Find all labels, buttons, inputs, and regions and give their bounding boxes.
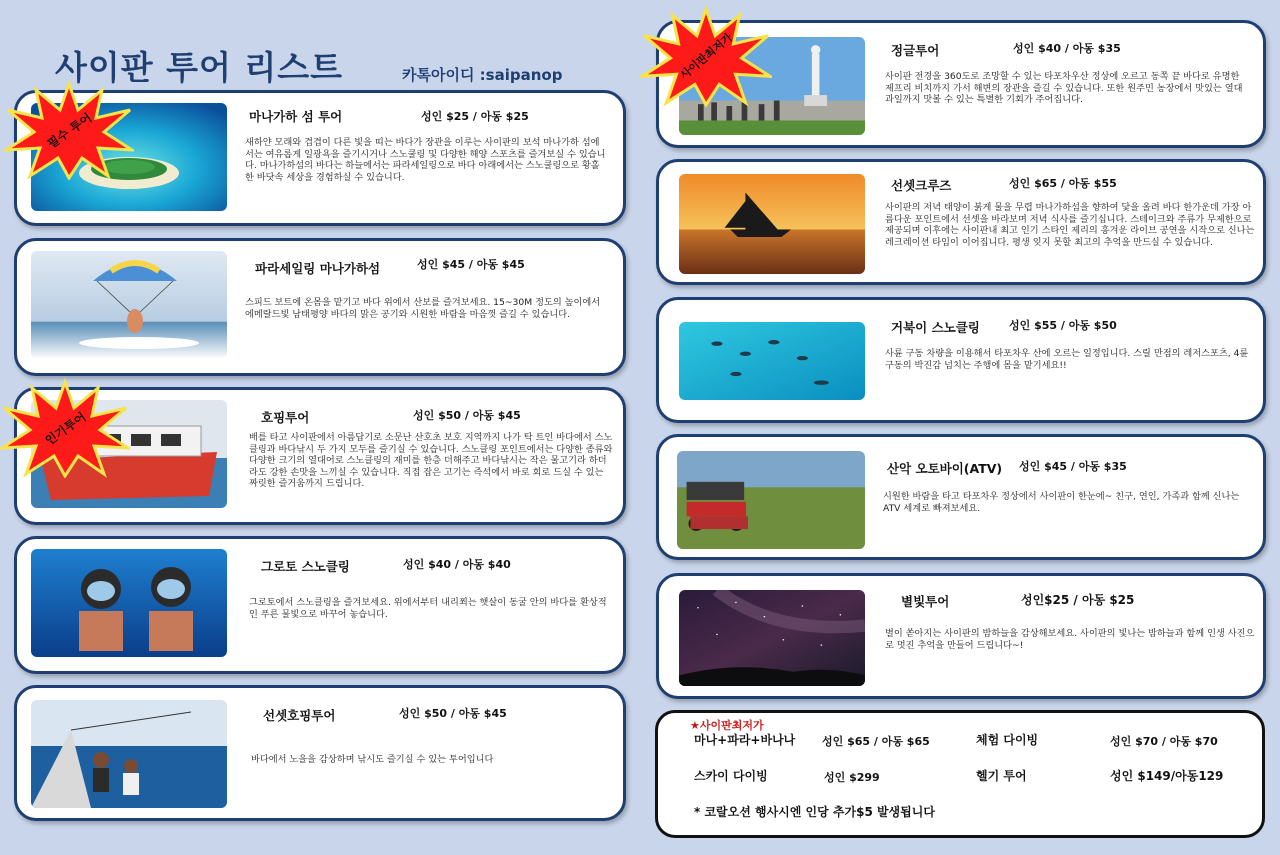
tour-card-stars[interactable] <box>656 573 1266 699</box>
grotto-snorkel-photo <box>31 549 227 657</box>
tour-description: 바다에서 노을을 감상하며 낚시도 즐기실 수 있는 투어입니다 <box>251 754 494 765</box>
tour-price: 성인 $40 / 아동 $40 <box>403 558 511 571</box>
starry-sky-photo <box>679 590 865 686</box>
tour-description: 배를 타고 사이판에서 아름답기로 소문난 산호초 보호 지역까지 나가 탁 트인 바다에서 스노클링과 바다낚시 두 가지 모두를 즐기실 수 있습니다. 스노클링 포인트에서는 다양한 종류와 다양한 크기의 열대어로 스노클링의 재미를 한층 더해주고 바다낚시는 작은 물고기라 하더라도 강한 손맛을 느끼실 수 있습니다. 직접 잡은 고기는 즉석에서 바로 회로 드실 수 있는 짜릿한 즐거움까지 드립니다. <box>249 432 613 490</box>
tour-card-turtle[interactable] <box>656 297 1266 423</box>
burst-label: 사이판최저가 <box>677 30 735 82</box>
tour-description: 시원한 바람을 타고 타포차우 정상에서 사이판이 한눈에~ 친구, 연인, 가족과 함께 신나는 ATV 세계로 빠져보세요. <box>883 491 1240 514</box>
tour-name: 호핑투어 <box>261 410 310 425</box>
must-tour-burst <box>4 80 134 180</box>
tour-name: 선셋호핑투어 <box>263 708 336 723</box>
summary-item-price: 성인 $70 / 아동 $70 <box>1110 735 1218 748</box>
summary-item-name: 헬기 투어 <box>976 769 1027 783</box>
tour-price: 성인 $25 / 아동 $25 <box>421 110 529 123</box>
tour-price: 성인 $50 / 아동 $45 <box>413 409 521 422</box>
tour-name: 파라세일링 마나가하섬 <box>255 261 381 276</box>
lowest-price-burst <box>640 4 772 108</box>
atv-photo <box>677 451 865 549</box>
lowest-price-badge: ★사이판최저가 <box>690 719 764 732</box>
popular-tour-burst <box>0 378 130 478</box>
tour-name: 선셋크루즈 <box>891 178 952 193</box>
tour-price: 성인$25 / 아동 $25 <box>1021 593 1135 607</box>
tour-price: 성인 $45 / 아동 $35 <box>1019 460 1127 473</box>
summary-item-price: 성인 $149/아동129 <box>1110 769 1224 783</box>
tour-description: 별이 쏟아지는 사이판의 밤하늘을 감상해보세요. 사이판의 빛나는 밤하늘과 함께 인생 사진으로 멋진 추억을 만들어 드립니다~! <box>885 628 1255 651</box>
tour-card-sunset-cruise[interactable] <box>656 159 1266 285</box>
summary-item-name: 스카이 다이빙 <box>694 769 768 783</box>
tour-name: 산악 오토바이(ATV) <box>887 461 1003 476</box>
tour-name: 거북이 스노클링 <box>891 320 980 335</box>
tour-description: 사이판의 저녁 태양이 붉게 물을 무렵 마나가하섬을 향하여 닻을 올려 바다 한가운데 가장 아름다운 포인트에서 선셋을 바라보며 저녁 식사를 즐기십니다. 스테이크와 주류가 무제한으로 제공되며 이후에는 사이판내 최고 인기 스타인 제리의 흥겨운 라이브 공연을 시작으로 신나는 레크레이션 타임이 이어집니다. 평생 잊지 못할 최고의 추억을 만드실 수 있습니다. <box>885 202 1255 248</box>
tour-price: 성인 $45 / 아동 $45 <box>417 258 525 271</box>
tour-description: 사이판 전경을 360도로 조망할 수 있는 타포차우산 정상에 오르고 동쪽 끝 바다로 유명한 제프리 비치까지 가서 해변의 장관을 즐길 수 있습니다. 또한 원주민 농장에서 맛있는 열대 과일까지 맛볼 수 있는 특별한 기회가 주어집니다. <box>885 71 1243 106</box>
summary-note: * 코랄오션 행사시엔 인당 추가$5 발생됩니다 <box>694 805 935 819</box>
tour-card-atv[interactable] <box>656 434 1266 560</box>
tour-card-parasailing[interactable] <box>14 238 626 376</box>
summary-item-price: 성인 $65 / 아동 $65 <box>822 735 930 748</box>
page-title: 사이판 투어 리스트 <box>55 48 344 87</box>
sunset-cruise-photo <box>679 174 865 274</box>
tour-name: 별빛투어 <box>901 594 950 609</box>
turtle-snorkel-photo <box>679 322 865 400</box>
parasailing-photo <box>31 251 227 359</box>
tour-name: 그로토 스노클링 <box>261 559 350 574</box>
kakao-id-label: 카톡아이디 :saipanop <box>402 66 563 84</box>
tour-card-sunset-hopping[interactable] <box>14 685 626 821</box>
summary-item-name: 체험 다이빙 <box>976 733 1039 747</box>
tour-name: 마나가하 섬 투어 <box>249 109 343 124</box>
burst-label: 인기투어 <box>42 409 89 448</box>
tour-description: 그로토에서 스노클링을 즐겨보세요. 위에서부터 내리쬐는 햇살이 동굴 안의 바다를 환상적인 푸른 물빛으로 바꾸어 놓습니다. <box>249 597 607 620</box>
tour-price: 성인 $50 / 아동 $45 <box>399 707 507 720</box>
burst-label: 필수 투어 <box>44 110 94 151</box>
summary-price-box <box>655 710 1265 838</box>
tour-card-grotto[interactable] <box>14 536 626 674</box>
tour-description: 새하얀 모래와 겹겹이 다른 빛을 띠는 바다가 장관을 이루는 사이판의 보석 마나가하 섬에서는 여유롭게 일광욕을 즐기시거나 스노쿨링 및 다양한 해양 스포츠를 즐겨보실 수 있습니다. 마나가하섬의 바다는 하늘에서는 파라세일링으로 바다 아래에서는 스노쿨링으로 황홀한 바닷속 세상을 경험하실 수 있습니다. <box>245 137 606 183</box>
tour-name: 정글투어 <box>891 43 940 58</box>
summary-item-name: 마나+파라+바나나 <box>694 733 796 747</box>
tour-description: 사륜 구동 차량을 이용해서 타포차우 산에 오르는 일정입니다. 스릴 만점의 레저스포츠, 4륜 구동의 박진감 넘치는 주행에 몸을 맡기세요!! <box>885 348 1249 371</box>
summary-item-price: 성인 $299 <box>824 771 880 784</box>
tour-price: 성인 $65 / 아동 $55 <box>1009 177 1117 190</box>
sunset-fishing-photo <box>31 700 227 808</box>
tour-description: 스피드 보트에 온몸을 맡기고 바다 위에서 산보를 즐겨보세요. 15~30M 정도의 높이에서 에메랄드빛 남태평양 바다의 맑은 공기와 시원한 바람을 마음껏 즐길 수 있습니다. <box>245 297 601 320</box>
tour-price: 성인 $40 / 아동 $35 <box>1013 42 1121 55</box>
tour-price: 성인 $55 / 아동 $50 <box>1009 319 1117 332</box>
